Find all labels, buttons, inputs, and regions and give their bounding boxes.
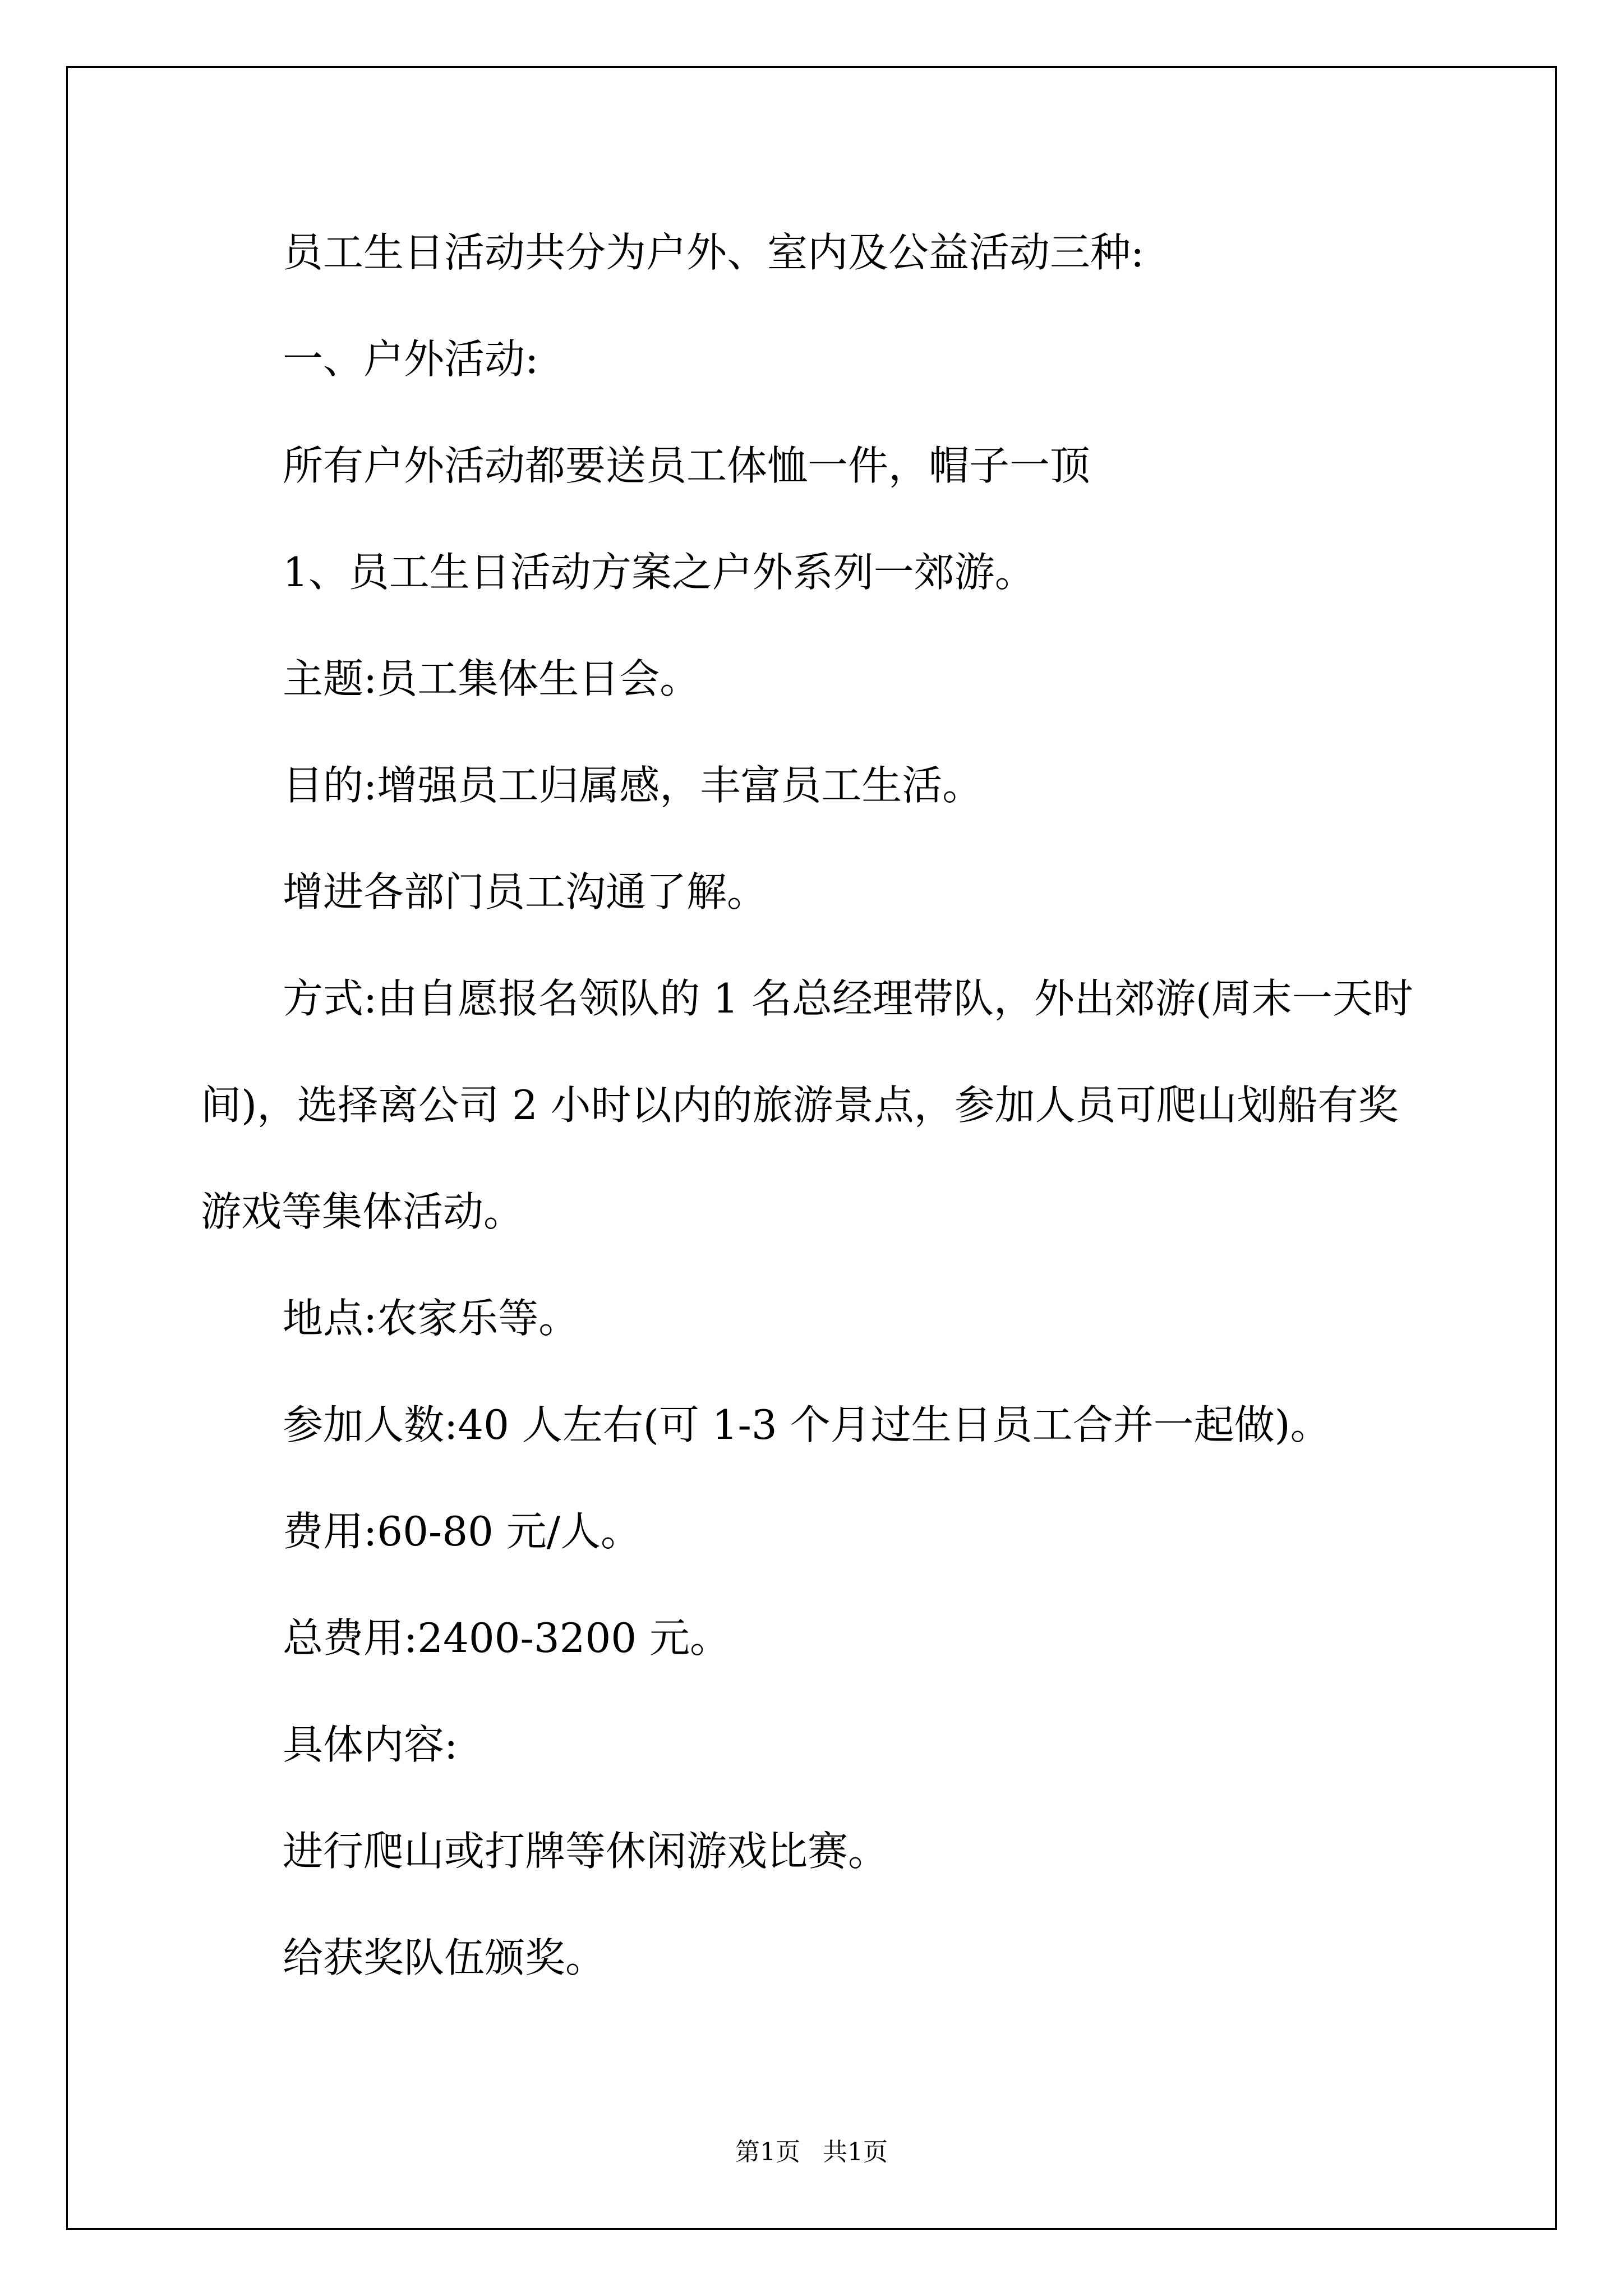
document-body bbox=[201, 224, 1423, 2036]
paragraph: 目的:增强员工归属感，丰富员工生活。 bbox=[283, 762, 983, 809]
paragraph: 方式:由自愿报名领队的 1 名总经理带队，外出郊游(周末一天时间)，选择离公司 2 小时以内的旅游景点，参加人员可爬山划船有奖游戏等集体活动。 bbox=[201, 975, 1413, 1235]
page-footer bbox=[0, 2132, 1623, 2168]
page-number-total: 共1页 bbox=[823, 2138, 888, 2166]
paragraph: 员工生日活动共分为户外、室内及公益活动三种: bbox=[283, 229, 1145, 276]
paragraph: 具体内容: bbox=[283, 1721, 458, 1768]
paragraph: 主题:员工集体生日会。 bbox=[283, 655, 700, 702]
paragraph: 地点:农家乐等。 bbox=[283, 1295, 579, 1342]
paragraph: 增进各部门员工沟通了解。 bbox=[283, 868, 768, 915]
paragraph: 费用:60-80 元/人。 bbox=[283, 1508, 641, 1555]
paragraph: 总费用:2400-3200 元。 bbox=[283, 1614, 730, 1662]
paragraph: 参加人数:40 人左右(可 1-3 个月过生日员工合并一起做)。 bbox=[283, 1401, 1331, 1448]
page-number-current: 第1页 bbox=[735, 2138, 800, 2166]
paragraph: 1、员工生日活动方案之户外系列一郊游。 bbox=[283, 549, 1035, 596]
paragraph: 所有户外活动都要送员工体恤一件，帽子一顶 bbox=[283, 442, 1091, 489]
paragraph: 进行爬山或打牌等休闲游戏比赛。 bbox=[283, 1828, 889, 1875]
paragraph: 一、户外活动: bbox=[283, 335, 539, 383]
paragraph: 给获奖队伍颁奖。 bbox=[283, 1934, 606, 1981]
